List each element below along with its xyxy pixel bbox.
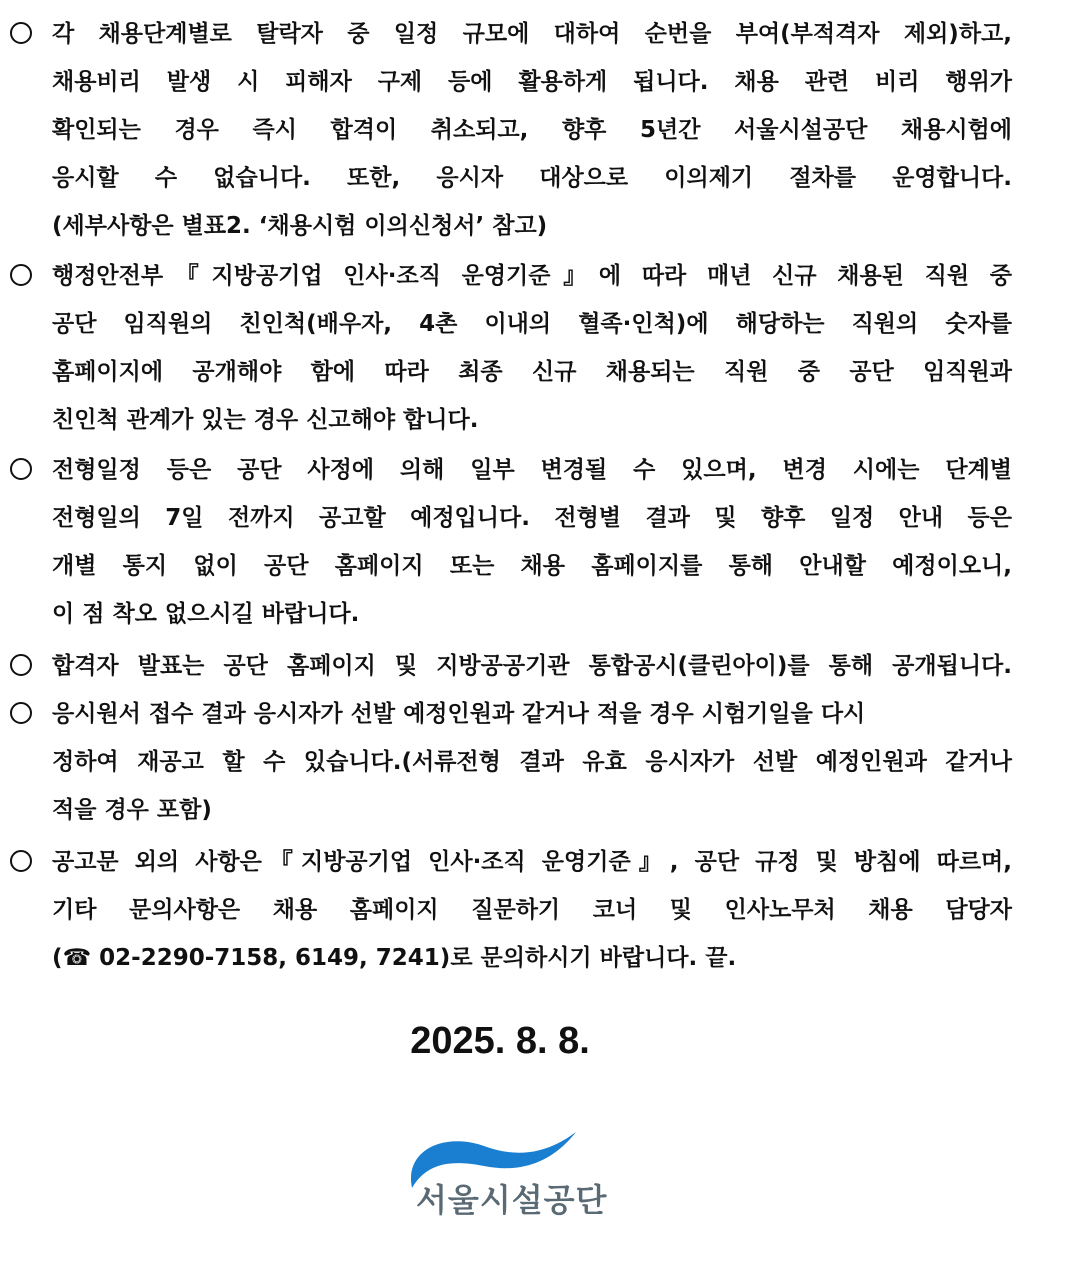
notice-line: 전형일정 등은 공단 사정에 의해 일부 변경될 수 있으며, 변경 시에는 단계별 [52,457,1012,483]
notice-line: 합격자 발표는 공단 홈페이지 및 지방공공기관 통합공시(클린아이)를 통해 공개됩니다. [52,653,1012,679]
notice-line: 적을 경우 포함) [52,797,212,823]
notice-line: 확인되는 경우 즉시 합격이 취소되고, 향후 5년간 서울시설공단 채용시험에 [52,117,1012,143]
circle-bullet-icon [10,702,32,724]
notice-line: 공고문 외의 사항은『지방공기업 인사·조직 운영기준』, 공단 규정 및 방침에 따르며, [52,849,1012,875]
circle-bullet-icon [10,850,32,872]
seoul-facilities-corporation-logo [404,1130,608,1230]
circle-bullet-icon [10,458,32,480]
notice-line: 홈페이지에 공개해야 함에 따라 최종 신규 채용되는 직원 중 공단 임직원과 [52,359,1012,385]
notice-line: 전형일의 7일 전까지 공고할 예정입니다. 전형별 결과 및 향후 일정 안내 등은 [52,505,1012,531]
notice-date: 2025. 8. 8. [410,1020,590,1062]
notice-line: 친인척 관계가 있는 경우 신고해야 합니다. [52,407,479,433]
notice-line: (☎ 02-2290-7158, 6149, 7241)로 문의하시기 바랍니다. 끝. [52,945,737,971]
notice-line: 각 채용단계별로 탈락자 중 일정 규모에 대하여 순번을 부여(부적격자 제외)하고, [52,21,1012,47]
circle-bullet-icon [10,22,32,44]
notice-line: 채용비리 발생 시 피해자 구제 등에 활용하게 됩니다. 채용 관련 비리 행위가 [52,69,1012,95]
notice-line: 응시원서 접수 결과 응시자가 선발 예정인원과 같거나 적을 경우 시험기일을 다시 [52,701,866,727]
notice-line: 이 점 착오 없으시길 바랍니다. [52,601,360,627]
notice-line: (세부사항은 별표2. ‘채용시험 이의신청서’ 참고) [52,213,548,239]
circle-bullet-icon [10,264,32,286]
notice-line: 응시할 수 없습니다. 또한, 응시자 대상으로 이의제기 절차를 운영합니다. [52,165,1012,191]
logo-text: 서울시설공단 [416,1181,608,1219]
notice-line: 개별 통지 없이 공단 홈페이지 또는 채용 홈페이지를 통해 안내할 예정이오니, [52,553,1012,579]
circle-bullet-icon [10,654,32,676]
notice-line: 공단 임직원의 친인척(배우자, 4촌 이내의 혈족·인척)에 해당하는 직원의 숫자를 [52,311,1012,337]
notice-line: 행정안전부『지방공기업 인사·조직 운영기준』에 따라 매년 신규 채용된 직원 중 [52,263,1012,289]
notice-line: 기타 문의사항은 채용 홈페이지 질문하기 코너 및 인사노무처 채용 담당자 [52,897,1012,923]
notice-line: 정하여 재공고 할 수 있습니다.(서류전형 결과 유효 응시자가 선발 예정인원과 같거나 [52,749,1012,775]
